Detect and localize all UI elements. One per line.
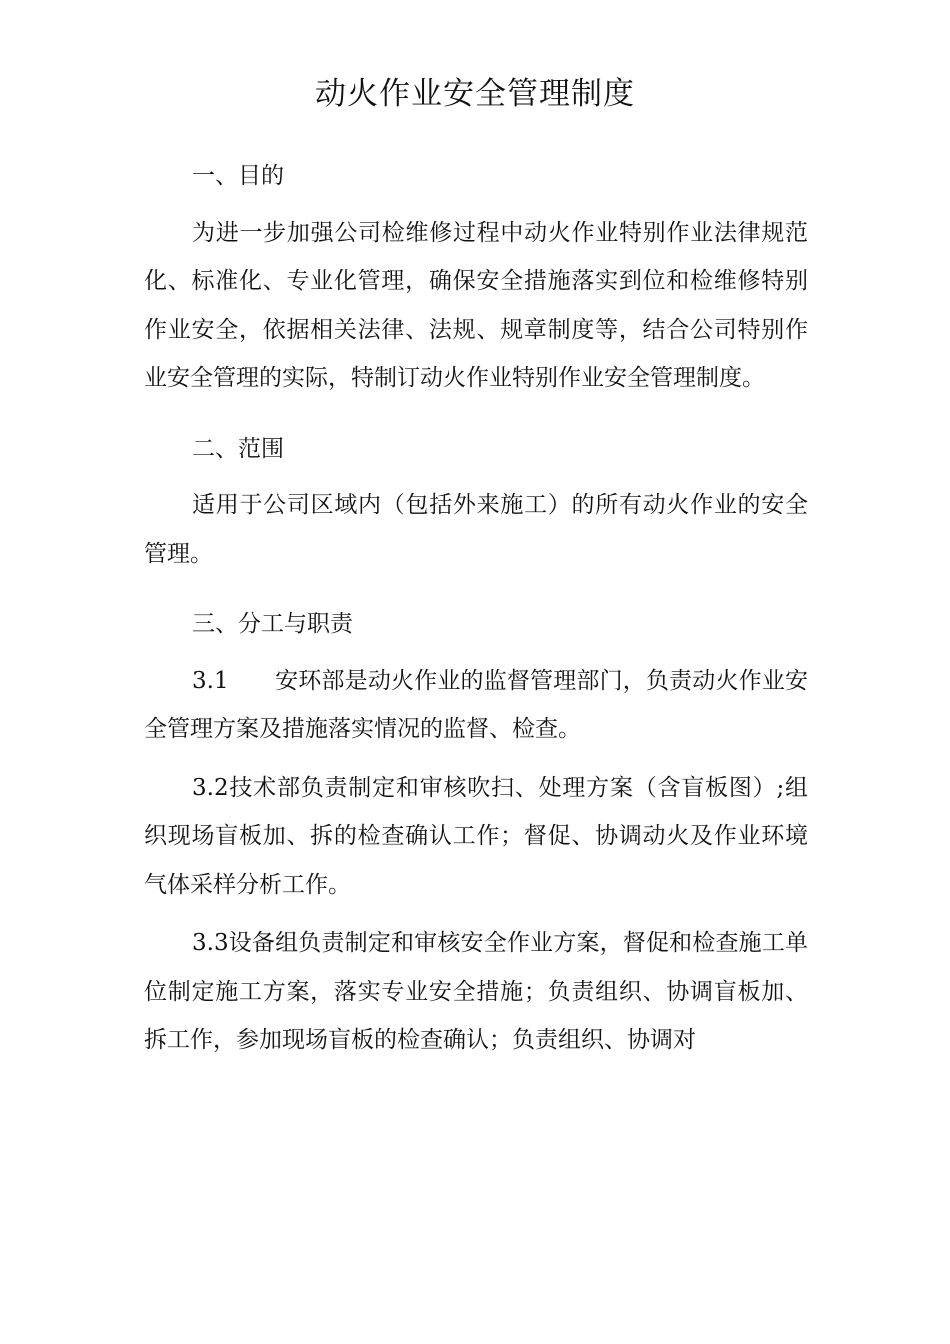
section-paragraph-purpose: 为进一步加强公司检维修过程中动火作业特别作业法律规范化、标准化、专业化管理，确保安全措施落实到位和检维修特别作业安全，依据相关法律、法规、规章制度等，结合公司特别作业安全管理的实际，特制订动火作业特别作业安全管理制度。: [144, 219, 808, 391]
section-paragraph-scope: 适用于公司区域内（包括外来施工）的所有动火作业的安全管理。: [144, 492, 808, 567]
section-heading-purpose: 一、目的: [192, 163, 284, 189]
responsibility-item-3-1: 3.1 安环部是动火作业的监督管理部门，负责动火作业安全管理方案及措施落实情况的监督、检查。: [144, 667, 808, 742]
responsibility-item-3-3: 3.3设备组负责制定和审核安全作业方案，督促和检查施工单位制定施工方案，落实专业安全措施；负责组织、协调盲板加、拆工作，参加现场盲板的检查确认；负责组织、协调对: [144, 930, 808, 1053]
document-title: 动火作业安全管理制度: [315, 76, 635, 112]
section-heading-scope: 二、范围: [192, 435, 284, 462]
responsibility-item-3-2: 3.2技术部负责制定和审核吹扫、处理方案（含盲板图）;组织现场盲板加、拆的检查确认工作；督促、协调动火及作业环境气体采样分析工作。: [144, 774, 808, 898]
document-body: [144, 152, 808, 1065]
section-heading-responsibilities: 三、分工与职责: [192, 611, 353, 637]
